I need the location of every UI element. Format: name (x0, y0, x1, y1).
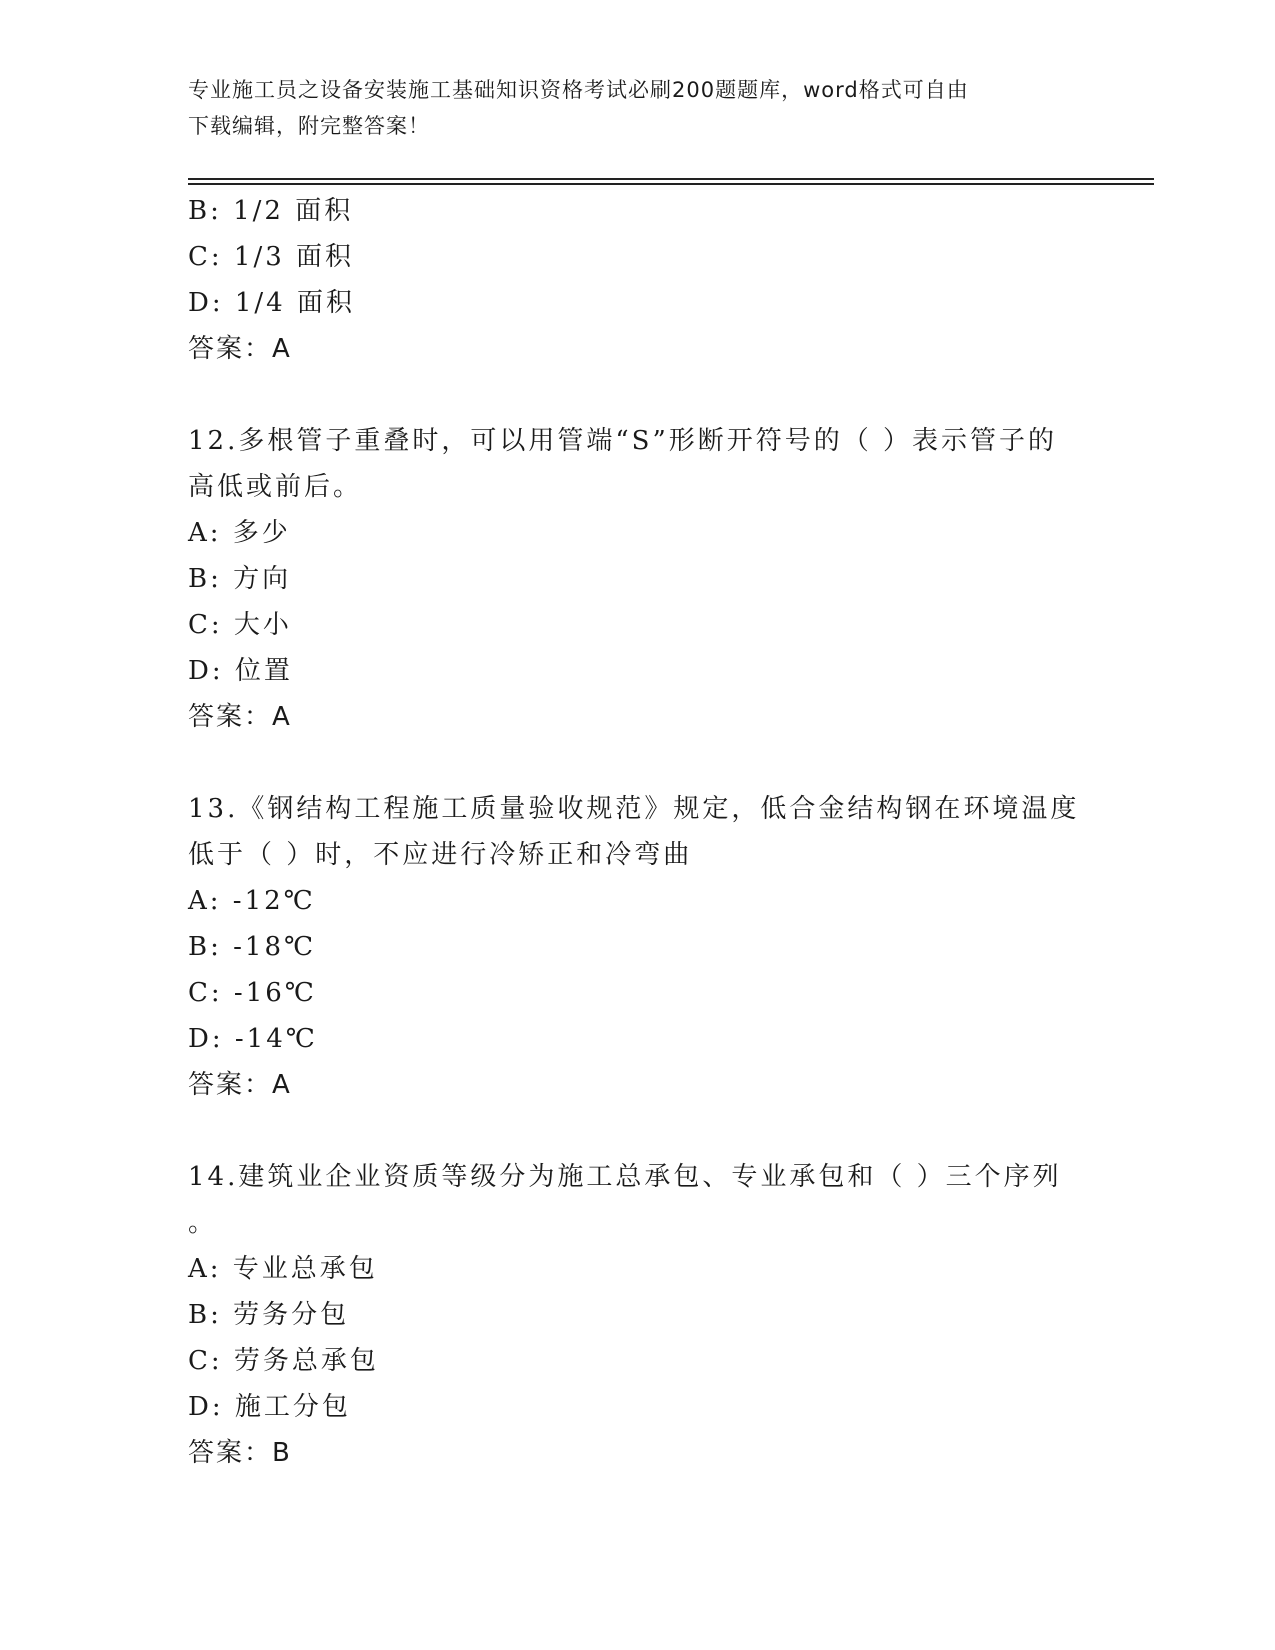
header-divider-top (188, 178, 1154, 180)
previous-question-block (188, 188, 1108, 372)
answer-line: 答案：B (188, 1438, 292, 1468)
spacer (188, 740, 1108, 786)
option-d: D: -14℃ (188, 1024, 318, 1054)
option-b: B: 1/2 面积 (188, 196, 354, 226)
question-text-line-2: 。 (188, 1208, 218, 1238)
question-text-line-2: 低于（ ）时，不应进行冷矫正和冷弯曲 (188, 840, 693, 870)
option-a: A: 专业总承包 (188, 1254, 378, 1284)
option-c: C: 大小 (188, 610, 292, 640)
question-14 (188, 1154, 1108, 1476)
document-header (188, 72, 1088, 144)
option-b: B: 劳务分包 (188, 1300, 350, 1330)
answer-line: 答案：A (188, 334, 292, 364)
spacer (188, 372, 1108, 418)
spacer (188, 1108, 1108, 1154)
option-c: C: -16℃ (188, 978, 317, 1008)
option-c: C: 1/3 面积 (188, 242, 355, 272)
option-a: A: -12℃ (188, 886, 316, 916)
document-body (188, 188, 1108, 1476)
answer-line: 答案：A (188, 702, 292, 732)
question-text-line-1: 14.建筑业企业资质等级分为施工总承包、专业承包和（ ）三个序列 (188, 1162, 1062, 1192)
question-12 (188, 418, 1108, 740)
question-13 (188, 786, 1108, 1108)
option-d: D: 施工分包 (188, 1392, 351, 1422)
question-text-line-2: 高低或前后。 (188, 472, 363, 502)
header-line-2: 下载编辑，附完整答案！ (188, 114, 430, 138)
question-text-line-1: 12.多根管子重叠时，可以用管端“S”形断开符号的（ ）表示管子的 (188, 426, 1058, 456)
option-a: A: 多少 (188, 518, 291, 548)
option-c: C: 劳务总承包 (188, 1346, 379, 1376)
header-divider-bottom (188, 183, 1154, 185)
answer-line: 答案：A (188, 1070, 292, 1100)
option-d: D: 1/4 面积 (188, 288, 355, 318)
question-text-line-1: 13.《钢结构工程施工质量验收规范》规定，低合金结构钢在环境温度 (188, 794, 1080, 824)
option-d: D: 位置 (188, 656, 293, 686)
header-line-1: 专业施工员之设备安装施工基础知识资格考试必刷200题题库，word格式可自由 (188, 78, 969, 102)
option-b: B: 方向 (188, 564, 292, 594)
option-b: B: -18℃ (188, 932, 317, 962)
